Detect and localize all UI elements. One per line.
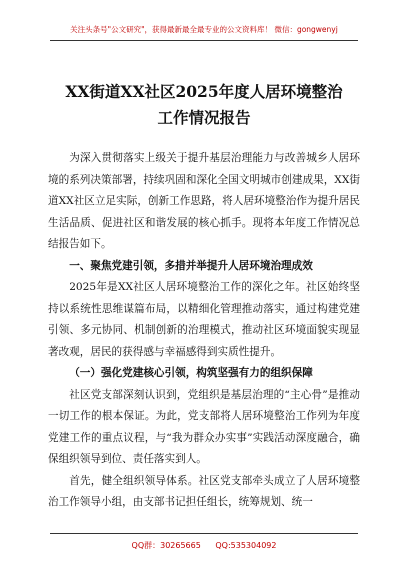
footer-qq: QQ:535304092	[215, 541, 277, 550]
subsection-1-paragraph-2: 首先，健全组织领导体系。社区党支部牵头成立了人居环境整治工作领导小组，由支部书记担任组长，统筹规划、统一	[48, 474, 360, 508]
header-divider	[50, 40, 358, 41]
footer	[0, 540, 408, 551]
section-1-paragraph: 2025年是XX社区人居环境整治工作的深化之年。社区始终坚持以系统性思维谋篇布局，以精细化管理推动落实，通过构建党建引领、多元协同、机制创新的治理模式，推动社区环境面貌实现显著改观，居民的获得感与幸福感得到实质性提升。	[48, 281, 360, 358]
footer-qq-group: QQ群：30265665	[131, 541, 201, 550]
section-1-heading: 一、聚焦党建引领，多措并举提升人居环境治理成效	[69, 259, 313, 272]
subsection-1-paragraph-1: 社区党支部深刻认识到，党组织是基层治理的“主心骨”是推动一切工作的根本保证。为此，党支部将人居环境整治工作列为年度党建工作的重点议程，与“我为群众办实事”实践活动深度融合，确保组织领导到位、责任落实到人。	[48, 388, 360, 465]
footer-divider	[50, 533, 358, 534]
intro-paragraph: 为深入贯彻落实上级关于提升基层治理能力与改善城乡人居环境的系列决策部署，持续巩固和深化全国文明城市创建成果，XX街道XX社区立足实际，创新工作思路，将人居环境整治作为提升居民生活品质、促进社区和谐发展的核心抓手。现将本年度工作情况总结报告如下。	[48, 152, 360, 250]
subsection-1-heading: （一）强化党建核心引领，构筑坚强有力的组织保障	[69, 367, 313, 379]
document-title	[40, 79, 368, 131]
header-note: 关注头条号"公文研究"，获得最新最全最专业的公文资料库！ 微信：gongwenyj	[70, 25, 338, 34]
title-line-2: 工作情况报告	[157, 108, 251, 127]
document-body	[48, 148, 360, 514]
title-line-1: XX街道XX社区2025年度人居环境整治	[65, 82, 343, 101]
